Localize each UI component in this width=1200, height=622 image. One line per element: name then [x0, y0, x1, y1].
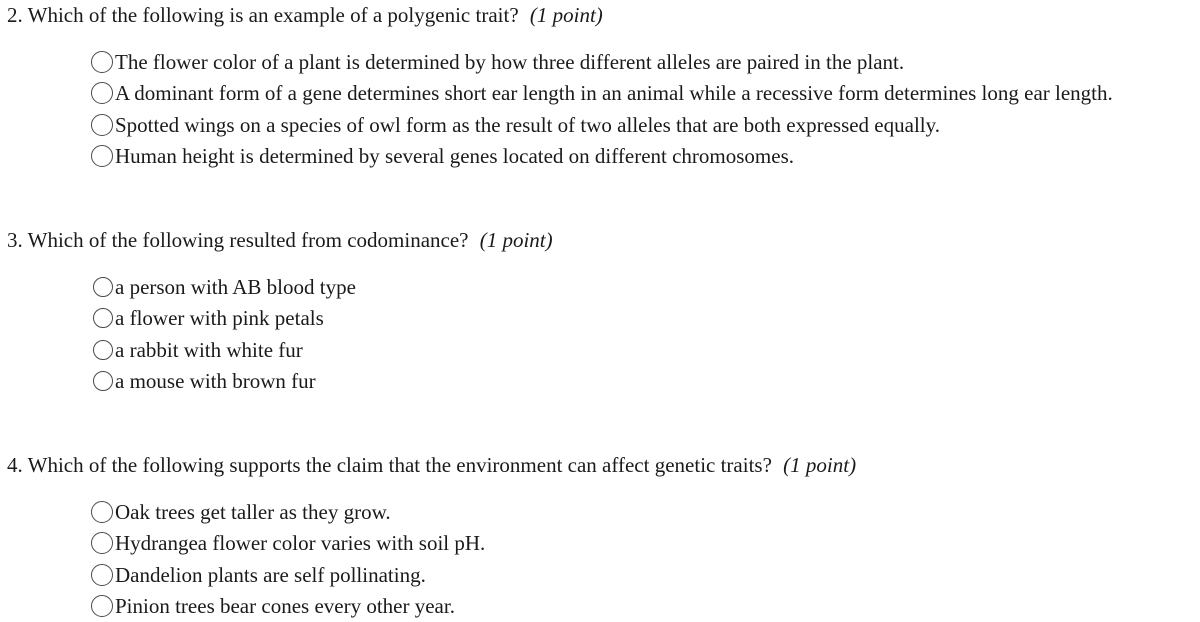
option-label: A dominant form of a gene determines short ear length in an animal while a recessive form determines long ear length.: [115, 80, 1113, 106]
option-label: Spotted wings on a species of owl form as the result of two alleles that are both expressed equally.: [115, 112, 940, 138]
radio-button[interactable]: [91, 51, 113, 73]
question-3-options: [91, 271, 1200, 397]
option-label: Hydrangea flower color varies with soil pH.: [115, 530, 485, 556]
question-points: (1 point): [480, 228, 553, 252]
radio-button[interactable]: [93, 340, 113, 360]
option-label: Oak trees get taller as they grow.: [115, 499, 391, 525]
question-points: (1 point): [783, 453, 856, 477]
question-4-option-2[interactable]: [91, 528, 1200, 560]
question-2-option-3[interactable]: [91, 109, 1200, 141]
option-label: a mouse with brown fur: [115, 368, 316, 394]
question-number: 4.: [7, 453, 23, 477]
question-4-option-4[interactable]: [91, 591, 1200, 622]
question-number: 3.: [7, 228, 23, 252]
radio-button[interactable]: [91, 501, 113, 523]
question-3-option-3[interactable]: [91, 334, 1200, 366]
option-label: Human height is determined by several genes located on different chromosomes.: [115, 143, 794, 169]
question-text: Which of the following is an example of a polygenic trait?: [28, 3, 519, 27]
question-3-title: [7, 227, 553, 253]
question-2-option-1[interactable]: [91, 46, 1200, 78]
radio-button[interactable]: [91, 114, 113, 136]
question-4-title: [7, 452, 856, 478]
option-label: Dandelion plants are self pollinating.: [115, 562, 426, 588]
radio-button[interactable]: [93, 308, 113, 328]
question-3-option-2[interactable]: [91, 303, 1200, 335]
radio-button[interactable]: [91, 532, 113, 554]
question-2-options: [91, 46, 1200, 172]
option-label: a flower with pink petals: [115, 305, 324, 331]
question-3-option-4[interactable]: [91, 366, 1200, 398]
radio-button[interactable]: [93, 277, 113, 297]
question-4-option-3[interactable]: [91, 559, 1200, 591]
question-text: Which of the following resulted from codominance?: [28, 228, 469, 252]
option-label: a rabbit with white fur: [115, 337, 303, 363]
option-label: a person with AB blood type: [115, 274, 356, 300]
question-2-title: [7, 2, 603, 28]
question-text: Which of the following supports the claim that the environment can affect genetic traits?: [28, 453, 772, 477]
radio-button[interactable]: [91, 82, 113, 104]
question-number: 2.: [7, 3, 23, 27]
radio-button[interactable]: [93, 371, 113, 391]
radio-button[interactable]: [91, 145, 113, 167]
radio-button[interactable]: [91, 564, 113, 586]
question-3-option-1[interactable]: [91, 271, 1200, 303]
radio-button[interactable]: [91, 595, 113, 617]
question-points: (1 point): [530, 3, 603, 27]
option-label: The flower color of a plant is determined by how three different alleles are paired in the plant.: [115, 49, 904, 75]
question-4-options: [91, 496, 1200, 622]
question-4-option-1[interactable]: [91, 496, 1200, 528]
question-2-option-2[interactable]: [91, 78, 1200, 110]
option-label: Pinion trees bear cones every other year.: [115, 593, 455, 619]
question-2-option-4[interactable]: [91, 141, 1200, 173]
